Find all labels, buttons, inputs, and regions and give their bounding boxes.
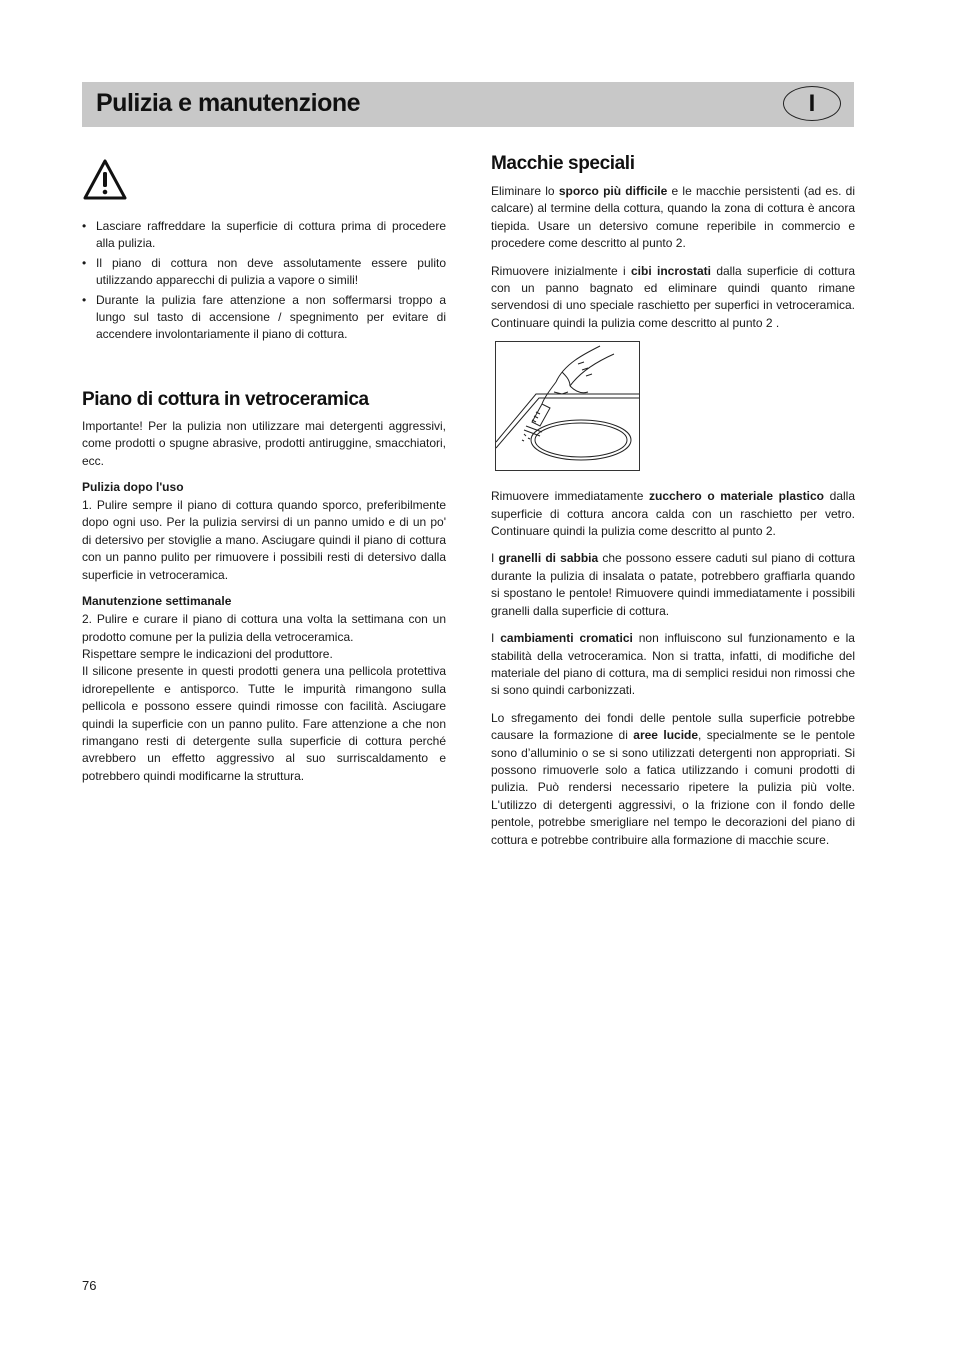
language-badge: I (783, 86, 841, 121)
warning-list (82, 218, 446, 344)
paragraph-aree-lucide: Lo sfregamento dei fondi delle pentole sulla superficie potrebbe causare la formazione di aree lucide, specialmente se le pentole sono d’alluminio o se si sono utilizzati detergenti non appropriati. Si possono rimuoverle solo a fatica utilizzando i comuni prodotti di pulizia. Può rendersi necessario ripetere la pulizia più volte. L'utilizzo di detergenti aggressivi, o la frizione con il fondo delle pentole, potrebbe smerigliare nel tempo le decorazioni del piano di cottura e potrebbe contribuire alla formazione di macchie scure. (491, 710, 856, 847)
warning-icon (82, 158, 128, 202)
left-column (82, 158, 446, 785)
scraper-drawing (496, 342, 640, 471)
pulizia-paragraph: 1. Pulire sempre il piano di cottura quando sporco, preferibilmente dopo ogni uso. Per la pulizia servirsi di un panno umido e di un po' di detersivo per stoviglie a mano. Asciugare quindi il piano di cottura con un panno pulito per rimuovere i possibili resti di detersivo dalla superficie in vetroceramica. (82, 498, 446, 582)
paragraph-cromatici: I cambiamenti cromatici non influiscono sul funzionamento e la stabilità della vetroceramica. Non si tratta, infatti, di modifiche del materiale del piano di cottura, ma di semplici residui non rimossi che si sono quindi carbonizzati. (491, 631, 855, 698)
section-title-vetroceramica: Piano di cottura in vetroceramica (82, 388, 369, 410)
paragraph-sabbia: I granelli di sabbia che possono essere caduti sul piano di cottura durante la pulizia di insalata o patate, potrebbero graffiarla quando si spostano le pentole! Rimuovere quindi immediatamente i possibili granelli dalla superficie di cottura. (491, 551, 856, 618)
page-title: Pulizia e manutenzione (96, 89, 361, 117)
manutenzione-paragraph-1: 2. Pulire e curare il piano di cottura una volta la settimana con un prodotto comune per la pulizia della vetroceramica. (82, 612, 446, 644)
paragraph-cibi: Rimuovere inizialmente i cibi incrostati dalla superficie di cottura con un panno bagnato ed eliminare quindi quanto rimane servendosi di uno speciale raschietto per superfici in vetroceramica. Continuare quindi la pulizia come descritto al punto 2 . (491, 263, 855, 330)
manutenzione-paragraph-2: Rispettare sempre le indicazioni del produttore. (82, 646, 333, 661)
warning-item: • Durante la pulizia fare attenzione a non soffermarsi troppo a lungo sul tasto di accensione / spegnimento per evitare di accendere involontariamente il piano di cottura. (82, 292, 446, 344)
scraper-illustration (495, 341, 640, 471)
subsection-title-pulizia: Pulizia dopo l'uso (82, 480, 184, 495)
warning-item: • Il piano di cottura non deve assolutamente essere pulito utilizzando apparecchi di pulizia a vapore o simili! (82, 255, 446, 290)
intro-paragraph: Importante! Per la pulizia non utilizzare mai detergenti aggressivi, come prodotti o spugne abrasive, prodotti antiruggine, smacchiatori, ecc. (82, 418, 446, 468)
page-number: 76 (82, 1278, 97, 1293)
page-header (82, 82, 854, 127)
paragraph-zucchero: Rimuovere immediatamente zucchero o materiale plastico dalla superficie di cottura ancora calda con un raschietto per vetro. Continuare quindi la pulizia come descritto al punto 2. (491, 489, 855, 539)
paragraph-sporco: Eliminare lo sporco più difficile e le macchie persistenti (ad es. di calcare) al termine della cottura, quando la zona di cottura è ancora tiepida. Usare un detersivo comune reperibile in commercio e procedere come descritto al punto 2. (491, 184, 855, 251)
subsection-title-manutenzione: Manutenzione settimanale (82, 594, 232, 609)
warning-item: • Lasciare raffreddare la superficie di cottura prima di procedere alla pulizia. (82, 218, 446, 253)
right-column (491, 152, 855, 849)
section-title-macchie: Macchie speciali (491, 153, 635, 174)
manutenzione-paragraph-3: Il silicone presente in questi prodotti genera una pellicola protettiva idrorepellente e antisporco. Tutte le impurità rimangono sulla pellicola e possono essere quindi rimosse con facilità. Asciugare quindi la superficie con un panno pulito. Fare attenzione a che non rimangano resti di detergente sulla superficie di cottura perché avrebbero un effetto aggressivo al suo surriscaldamento e potrebbero quindi modificarne la struttura. (82, 664, 446, 783)
